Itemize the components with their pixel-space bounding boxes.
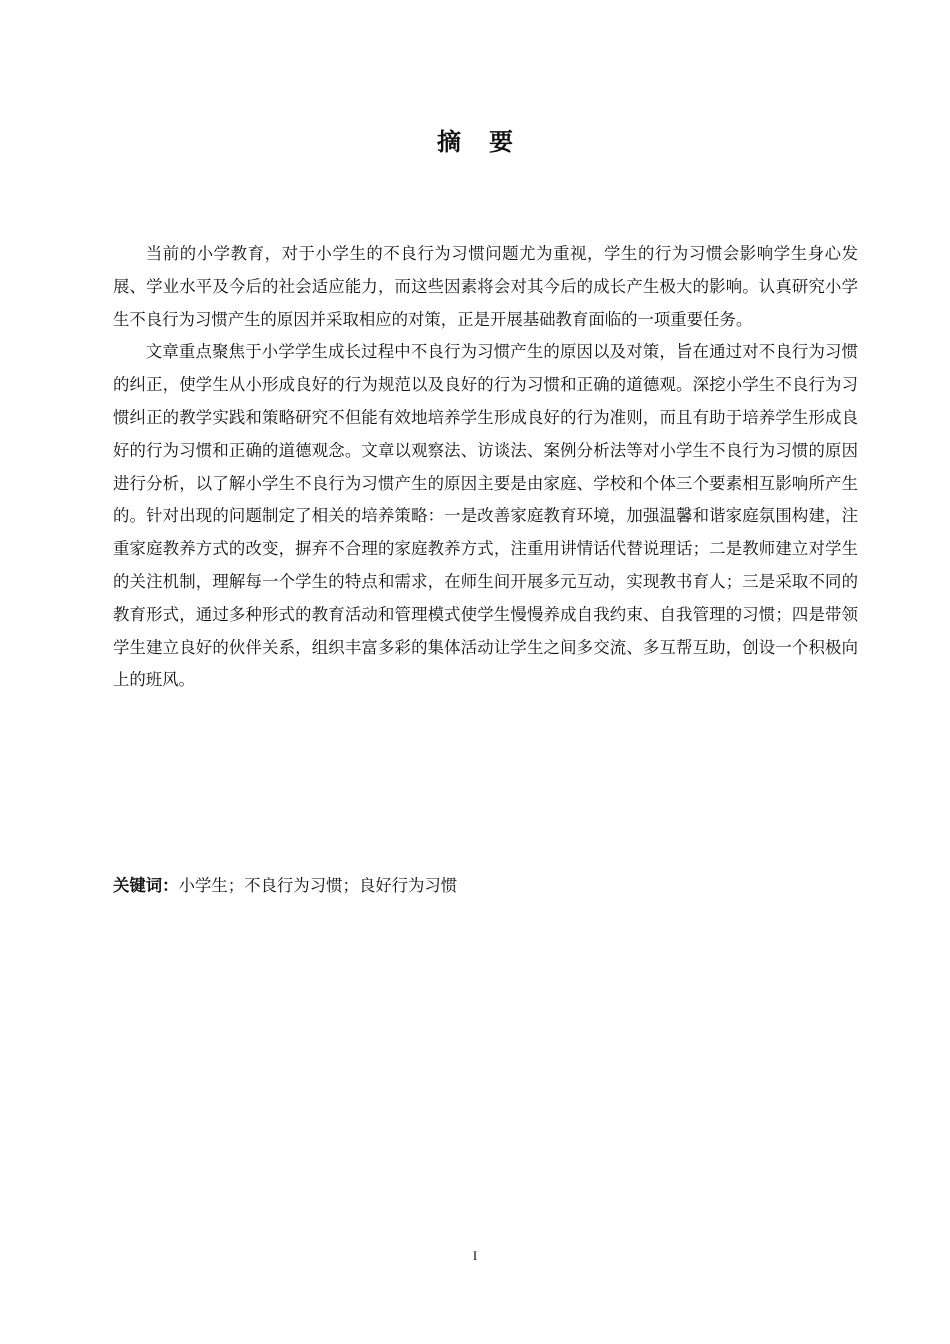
abstract-body xyxy=(113,238,858,697)
page-number: I xyxy=(472,1248,478,1263)
abstract-paragraph-2: 文章重点聚焦于小学学生成长过程中不良行为习惯产生的原因以及对策，旨在通过对不良行为习惯的纠正，使学生从小形成良好的行为规范以及良好的行为习惯和正确的道德观。深挖小学生不良行为习惯纠正的教学实践和策略研究不但能有效地培养学生形成良好的行为准则，而且有助于培养学生形成良好的行为习惯和正确的道德观念。文章以观察法、访谈法、案例分析法等对小学生不良行为习惯的原因进行分析，以了解小学生不良行为习惯产生的原因主要是由家庭、学校和个体三个要素相互影响所产生的。针对出现的问题制定了相关的培养策略：一是改善家庭教育环境，加强温馨和谐家庭氛围构建，注重家庭教养方式的改变，摒弃不合理的家庭教养方式，注重用讲情话代替说理话；二是教师建立对学生的关注机制，理解每一个学生的特点和需求，在师生间开展多元互动，实现教书育人；三是采取不同的教育形式，通过多种形式的教育活动和管理模式使学生慢慢养成自我约束、自我管理的习惯；四是带领学生建立良好的伙伴关系，组织丰富多彩的集体活动让学生之间多交流、多互帮互助，创设一个积极向上的班风。 xyxy=(113,342,858,690)
keywords-label: 关键词： xyxy=(113,876,179,895)
abstract-paragraph-1: 当前的小学教育，对于小学生的不良行为习惯问题尤为重视，学生的行为习惯会影响学生身心发展、学业水平及今后的社会适应能力，而这些因素将会对其今后的成长产生极大的影响。认真研究小学生不良行为习惯产生的原因并采取相应的对策，正是开展基础教育面临的一项重要任务。 xyxy=(113,244,858,329)
keywords-value: 小学生；不良行为习惯；良好行为习惯 xyxy=(178,876,458,895)
keywords-line xyxy=(113,872,858,900)
abstract-title-char-2: 要 xyxy=(489,128,513,156)
abstract-title xyxy=(0,122,950,157)
abstract-title-char-1: 摘 xyxy=(437,128,461,156)
